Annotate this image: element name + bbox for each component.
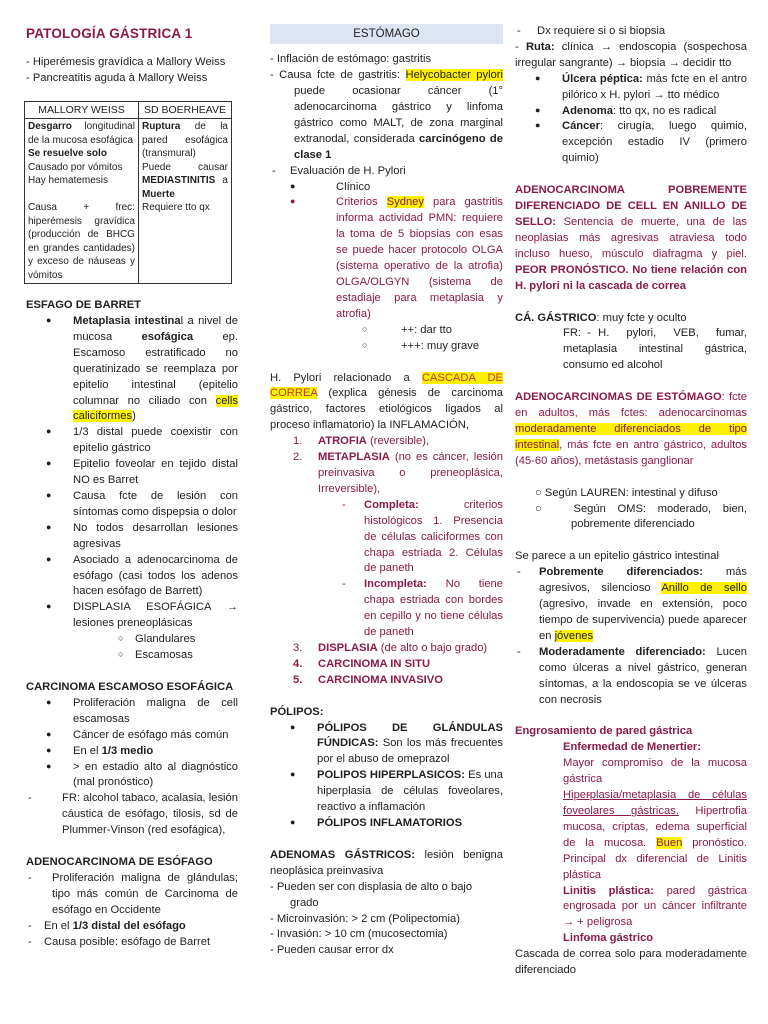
ruta-desc: clínica → endoscopia (sospechosa irregular sangrante) → biopsia → decidir tto — [515, 40, 747, 69]
helicobacter: Helycobacter pylori — [405, 69, 503, 82]
atrofia-desc: (reversible), — [366, 435, 430, 448]
adenomas-l4: - Pueden causar error dx — [270, 944, 394, 957]
boerheave-cell — [138, 119, 231, 284]
estomago-header: ESTÓMAGO — [270, 24, 503, 44]
escamoso-list — [26, 696, 238, 791]
anillo-pronostico: PEOR PRONÓSTICO. No tiene relación con H. pylori ni la cascada de correa — [515, 263, 747, 292]
polipos-list — [270, 721, 503, 832]
evaluacion-list — [270, 180, 503, 323]
cascada-a: H. Pylori relacionado a — [270, 371, 422, 384]
pobremente-anillo: Anillo de sello — [661, 582, 747, 595]
cascada-correa-note: Cascada de correa solo para moderadamente diferenciado — [515, 948, 747, 977]
lauren-text: Según LAUREN: intestinal y difuso — [544, 486, 718, 499]
ruta-list — [515, 72, 747, 167]
ca-gastrico — [515, 311, 747, 327]
dx-biopsia: - Dx requiere si o si biopsia — [515, 24, 747, 40]
anillo-sello — [515, 183, 747, 294]
list-item — [515, 72, 747, 104]
pobremente — [515, 565, 747, 645]
barret-heading: ESFAGO DE BARRET — [26, 299, 141, 312]
escamoso-fr: - FR: alcohol tabaco, acalasia, lesión cáustica de esófago, tilosis, sd de Plummer-Vinson (red esofágica), — [26, 791, 238, 839]
menertier-l1: - Mayor compromiso de la mucosa gástrica — [515, 756, 747, 788]
list-item: 3. DISPLASIA (de alto o bajo grado) — [293, 641, 488, 654]
sb-ruptura-desc: de la pared esofágica (transmural) — [141, 121, 228, 160]
adeno-estomago-b: , más fcte en antro gástrico, adultos (45-60 años), metástasis ganglionar — [515, 438, 747, 467]
list-item: 5. CARCINOMA INVASIVO — [293, 673, 443, 686]
sydney: Sydney — [386, 196, 425, 209]
list-item: ● No todos desarrollan lesiones agresivas — [26, 521, 238, 553]
list-item — [270, 721, 503, 769]
anillo-title: ADENOCARCINOMA POBREMENTE DIFERENCIADO DE CELL EN ANILLO DE SELLO: — [515, 184, 747, 228]
metaplasia-completa — [270, 498, 503, 578]
list-item — [515, 104, 747, 120]
polipos-hiper: POLIPOS HIPERPLASICOS: — [317, 769, 465, 782]
incompleta-desc: No tiene chapa estriada con bordes en cepillo y no tiene células de paneth — [364, 578, 503, 639]
mw-resuelve: Se resuelve solo — [28, 148, 107, 160]
ulcera-desc: más fcte en el antro pilórico x H. pylori → tto médico — [562, 72, 747, 101]
table-header-boerheave: SD BOERHEAVE — [138, 101, 231, 118]
ruta: - Ruta: clínica → endoscopia (sospechosa irregular sangrante) → biopsia → decidir tto — [515, 40, 747, 69]
buen: Buen — [656, 836, 683, 849]
atrofia: ATROFIA — [318, 435, 367, 448]
menertier: - Enfermedad de Menertier: — [515, 740, 747, 756]
adeno-d3: - Causa posible: esófago de Barret — [26, 935, 238, 951]
adeno-d2a: En el — [44, 919, 73, 932]
list-item: 2. METAPLASIA (no es cáncer, lesión preinvasiva o preneoplásica, Irreversible), — [293, 451, 503, 495]
pobremente-b: (agresivo, invade en extensión, poco tiempo de supervivencia) puede aparecer en — [539, 598, 747, 642]
adenomas-label: ADENOMAS GÁSTRICOS: — [270, 848, 415, 861]
linitis-desc: pared gástrica engrosada por un cáncer infiltrante → + peligrosa — [563, 884, 747, 929]
list-item — [26, 314, 238, 425]
pobremente-a: más agresivos, silencioso — [539, 566, 748, 595]
list-item: ● Causa fcte de lesión con síntomas como dispepsia o dolor — [26, 489, 238, 521]
adeno-esofago-heading: ADENOCARCINOMA DE ESÓFAGO — [26, 856, 213, 869]
barret-list — [26, 314, 238, 632]
causa-gastritis — [270, 68, 503, 163]
adeno-d2b: 1/3 distal del esófago — [72, 919, 186, 932]
list-item: ● Epitelio foveolar en tejido distal NO es Barret — [26, 457, 238, 489]
barret-b1d: ep. Escamoso estratificado no queratinizado se reemplaza por epitelio intestinal (epitelio columnar no ciliado con — [73, 330, 238, 407]
adeno-estomago-hl: moderadamente diferenciados de tipo intestinal — [515, 422, 747, 451]
metaplasia: METAPLASIA — [318, 451, 390, 464]
list-item — [26, 744, 238, 760]
list-item: ● 1/3 distal puede coexistir con epitelio gástrico — [26, 425, 238, 457]
ruta-label: Ruta: — [525, 40, 555, 53]
sb-muerte: Muerte — [141, 188, 175, 200]
adeno-d1: - Proliferación maligna de glándulas; tipo más común de Carcinoma de esófago en Occidente — [26, 871, 238, 919]
criterios-c: para gastritis informa actividad PMN: requiere la toma de 5 biopsias con esas se puede hacer protocolo OLGA (sistema operativo de la atrofia) OLGA/OLGYN (sistema de estadiaje para metaplasia y atrofia) — [336, 196, 504, 320]
adenomas-l3: - Invasión: > 10 cm (mucosectomia) — [270, 928, 448, 941]
polipos-fundicas: PÓLIPOS DE GLÁNDULAS FÚNDICAS: — [317, 721, 503, 750]
pronostico: pronóstico. Principal dx diferencial de Linitis plástica — [563, 836, 747, 881]
page-title: PATOLOGÍA GÁSTRICA 1 — [26, 26, 193, 41]
mw-desgarro-desc: longitudinal de la mucosa esofágica — [28, 121, 135, 146]
list-item: ● Proliferación maligna de cell escamosas — [26, 696, 238, 728]
adenomas-desc: lesión benigna neoplásica preinvasiva — [270, 848, 503, 877]
anillo-desc: Sentencia de muerte, una de las neoplasias más agresivas atraviesa todo incluso hueso, músculo diafragma y piel. — [515, 215, 747, 260]
column-2 — [270, 0, 503, 959]
sb-a: a — [215, 175, 228, 187]
sb-requiere: Requiere tto qx — [141, 202, 210, 214]
comparison-table — [24, 101, 232, 284]
ca-gastrico-desc: : muy fcte y oculto — [596, 311, 687, 324]
adeno-estomago-a: : fcte en adultos, más fctes: adenocarcinomas — [515, 391, 747, 420]
metaplasia-desc: (no es cáncer, lesión preinvasiva o preneoplásica, Irreversible), — [318, 451, 503, 495]
list-item: ● DISPLASIA ESOFÁGICA → lesiones preneoplásicas — [26, 600, 238, 632]
pobremente-jovenes: jóvenes — [554, 629, 594, 642]
carcinoma-in-situ: CARCINOMA IN SITU — [318, 657, 431, 670]
hiperplasia: Hiperplasia/metaplasia de células foveolares gástricas. — [563, 789, 747, 817]
carcinoma-invasivo: CARCINOMA INVASIVO — [318, 673, 443, 686]
linitis — [515, 884, 747, 932]
carcinogeno: carcinógeno de clase 1 — [294, 132, 503, 161]
sb-ruptura: Ruptura — [141, 121, 181, 133]
incompleta-label: Incompleta: — [364, 578, 427, 591]
list-item: ● PÓLIPOS INFLAMATORIOS — [270, 816, 503, 832]
cascada-steps — [270, 434, 503, 498]
causa-c: puede ocasionar cáncer (1° adenocarcinoma gástrico y linfoma gástrico como MALT, de zona marginal extranodal, considerada — [294, 85, 503, 145]
displasia: DISPLASIA — [318, 641, 378, 654]
barret-b1c: esofágica — [141, 330, 194, 343]
criterios-a: Criterios — [336, 196, 387, 209]
sb-puede: Puede causar — [141, 161, 228, 173]
table-header-mallory: MALLORY WEISS — [25, 101, 139, 118]
mw-hematemesis: Hay hematemesis — [28, 175, 109, 187]
mallory-cell — [25, 119, 139, 284]
intro-line-2: - Pancreatitis aguda à Mallory Weiss — [26, 72, 208, 85]
list-item: ● Cáncer de esófago más común — [26, 728, 238, 744]
list-item: ● Clínico — [270, 180, 503, 196]
cancer-label: Cáncer — [562, 120, 600, 133]
ca-gastrico-label: CÁ. GÁSTRICO — [515, 311, 597, 324]
intro-line-1: - Hiperémesis gravídica a Mallory Weiss — [26, 56, 226, 69]
cascada-steps-2 — [270, 641, 503, 689]
cancer-desc: : cirugía, luego quimio, excepción estadio IV (primero quimio) — [562, 120, 747, 165]
mw-desgarro: Desgarro — [28, 121, 72, 133]
gastritis-line: - Inflación de estómago: gastritis — [270, 53, 432, 66]
list-item: ○ Escamosas — [26, 648, 238, 664]
adenomas-gastricos — [270, 848, 503, 880]
cascada-correa: CASCADA DE CORREA — [270, 371, 503, 400]
adeno-d2 — [26, 919, 238, 935]
list-item: ○ +++: muy grave — [270, 339, 503, 355]
list-item: ● Asociado a adenocarcinoma de esófago (casi todos los adenos hacen esófago de Barrett) — [26, 553, 238, 601]
mw-causado: Causado por vómitos — [28, 161, 123, 173]
oms: ○ Según OMS: moderado, bien, pobremente diferenciado — [535, 502, 747, 531]
adeno-estomago — [515, 390, 747, 470]
mw-causa-frec: Causa + frec: hiperémesis gravídica (producción de BHCG en grandes cantidades) y exceso de náuseas y vómitos — [28, 202, 135, 281]
barret-sublist — [26, 632, 238, 664]
metaplasia-incompleta — [270, 577, 503, 641]
adenoma-label: Adenoma — [562, 104, 613, 117]
moderadamente-label: Moderadamente diferenciado: — [539, 645, 706, 658]
list-item: ○ ++: dar tto — [270, 323, 503, 339]
hipertrofia: Hipertrofia mucosa, criptas, edema superficial de la mucosa. — [563, 804, 747, 849]
barret-b1e: cells caliciformes — [73, 394, 238, 423]
list-item: 4. CARCINOMA IN SITU — [293, 657, 431, 670]
oms-text: Según OMS: moderado, bien, pobremente diferenciado — [571, 502, 747, 531]
moderadamente-desc: Lucen como úlceras a nivel gástrico, generan síntomas, a la endoscopia se ve úlceras con necrosis — [539, 645, 747, 706]
grade-list — [270, 323, 503, 355]
adenomas-l1: - Pueden ser con displasia de alto o bajo grado — [270, 880, 473, 909]
linitis-label: Linitis plástica: — [563, 884, 654, 897]
adenoma-desc: : tto qx, no es radical — [612, 104, 717, 117]
engrosamiento-heading: Engrosamiento de pared gástrica — [515, 725, 693, 738]
polipos-fundicas-desc: Son los más frecuentes por el abuso de omeprazol — [317, 737, 503, 766]
list-item: ● > en estadio alto al diagnóstico (mal pronóstico) — [26, 760, 238, 792]
escamoso-b3a: En el — [73, 744, 102, 757]
list-item — [515, 119, 747, 167]
barret-b1b: l a nivel de mucosa — [73, 315, 238, 343]
completa-label: Completa: — [364, 498, 419, 511]
escamoso-b3b: 1/3 medio — [101, 744, 154, 757]
lauren: ○ Según LAUREN: intestinal y difuso — [535, 486, 718, 499]
completa-desc: criterios histológicos 1. Presencia de células caliciformes con chapa estriada 2. Células de paneth — [364, 498, 503, 575]
cascada-c: (explica génesis de carcinoma gástrico, factores etiológicos ligados al proceso inflamatorio) la INFLAMACIÓN, — [270, 387, 503, 432]
evaluacion-hp: - Evaluación de H. Pylori — [270, 164, 503, 180]
adeno-estomago-label: ADENOCARCINOMAS DE ESTÓMAGO — [515, 391, 722, 404]
pobremente-label: Pobremente diferenciados: — [539, 566, 703, 579]
list-item: ○ Glandulares — [26, 632, 238, 648]
causa-a: - Causa fcte de gastritis: — [270, 69, 406, 82]
polipos-heading: PÓLIPOS: — [270, 705, 324, 718]
polipos-hiper-desc: Es una hiperplasia de células foveolares, reactivo a inflamación — [317, 769, 503, 814]
escamoso-heading: CARCINOMA ESCAMOSO ESOFÁGICA — [26, 680, 234, 693]
list-item — [270, 195, 503, 322]
barret-b1a: Metaplasia intestina — [73, 315, 181, 328]
ca-gastrico-fr: - FR: H. pylori, VEB, fumar, metaplasia intestinal gástrica, consumo ed alcohol — [515, 326, 747, 374]
list-item — [270, 768, 503, 816]
linfoma: - Linfoma gástrico — [515, 931, 747, 947]
se-parece: Se parece a un epitelio gástrico intestinal — [515, 550, 719, 563]
displasia-desc: (de alto o bajo grado) — [377, 641, 488, 654]
moderadamente — [515, 645, 747, 709]
list-item: 1. ATROFIA (reversible), — [293, 435, 430, 448]
sb-mediastinitis: MEDIASTINITIS — [141, 175, 216, 187]
adenomas-l2: - Microinvasión: > 2 cm (Polipectomia) — [270, 912, 460, 925]
ulcera-label: Úlcera péptica: — [562, 72, 643, 85]
menertier-l2 — [515, 788, 747, 883]
column-3 — [515, 0, 747, 979]
barret-b1f: ) — [132, 410, 136, 423]
column-1 — [26, 0, 238, 950]
cascada-paragraph — [270, 371, 503, 435]
